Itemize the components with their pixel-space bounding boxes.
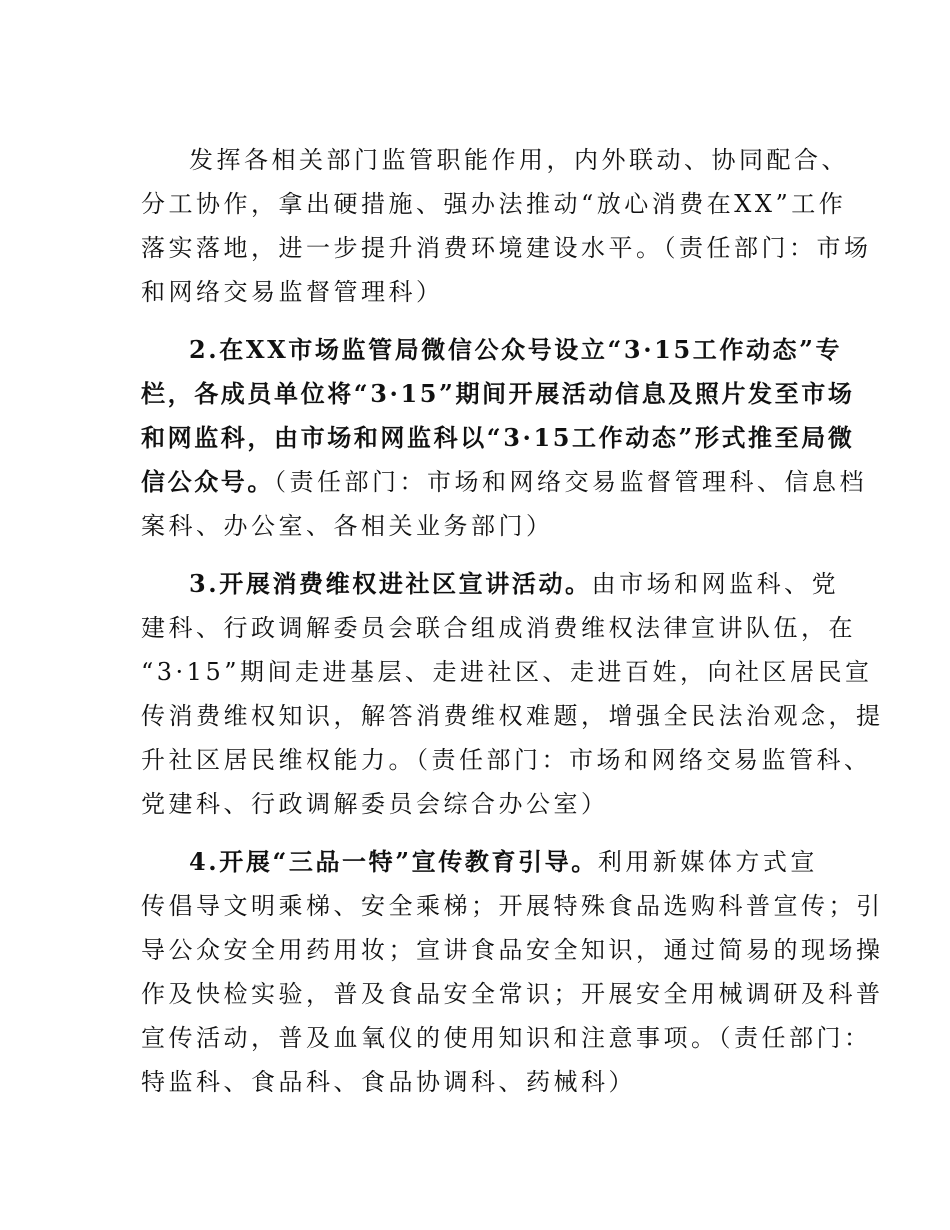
paragraph-3-line-3: “3·15”期间走进基层、走进社区、走进百姓，向社区居民宣 [141,658,873,686]
paragraph-2-line-1: 2.在XX市场监管局微信公众号设立“3·15工作动态”专 [189,335,843,364]
paragraph-4-line-4: 作及快检实验，普及食品安全常识；开展安全用械调研及科普 [141,980,884,1008]
paragraph-3-heading: 3.开展消费维权进社区宣讲活动。 [189,569,592,598]
paragraph-2-responsibility-start: （责任部门：市场和网络交易监督管理科、信息档 [274,468,867,496]
paragraph-4-line-1 [189,844,818,880]
paragraph-2-line-4 [141,464,867,500]
paragraph-1-line-3: 落实落地，进一步提升消费环境建设水平。（责任部门：市场 [141,234,872,262]
paragraph-3-line-2: 建科、行政调解委员会联合组成消费维权法律宣讲队伍，在 [141,614,856,642]
paragraph-3-text-start: 由市场和网监科、党 [591,570,840,598]
paragraph-1-line-1: 发挥各相关部门监管职能作用，内外联动、协同配合、 [189,146,849,174]
paragraph-3-line-4: 传消费维权知识，解答消费维权难题，增强全民法治观念，提 [141,702,884,730]
paragraph-3-line-5: 升社区居民维权能力。（责任部门：市场和网络交易监管科、 [141,746,872,774]
paragraph-3-line-1 [189,566,839,602]
paragraph-2-line-5: 案科、办公室、各相关业务部门） [141,512,554,540]
paragraph-2-line-2: 栏，各成员单位将“3·15”期间开展活动信息及照片发至市场 [141,379,855,408]
paragraph-4-line-3: 导公众安全用药用妆；宣讲食品安全知识，通过简易的现场操 [141,936,884,964]
paragraph-4-text-start: 利用新媒体方式宣 [597,848,818,876]
paragraph-2-heading-end: 信公众号。 [141,467,274,496]
paragraph-1-line-4: 和网络交易监督管理科） [141,278,444,306]
paragraph-4-line-6: 特监科、食品科、食品协调科、药械科） [141,1068,636,1096]
paragraph-4-line-5: 宣传活动，普及血氧仪的使用知识和注意事项。（责任部门： [141,1024,872,1052]
paragraph-4-line-2: 传倡导文明乘梯、安全乘梯；开展特殊食品选购科普宣传；引 [141,892,884,920]
paragraph-2-line-3: 和网监科，由市场和网监科以“3·15工作动态”形式推至局微 [141,423,855,452]
paragraph-4-heading: 4.开展“三品一特”宣传教育引导。 [189,847,598,876]
paragraph-1-line-2: 分工协作，拿出硬措施、强办法推动“放心消费在XX”工作 [141,190,847,218]
paragraph-3-line-6: 党建科、行政调解委员会综合办公室） [141,790,609,818]
